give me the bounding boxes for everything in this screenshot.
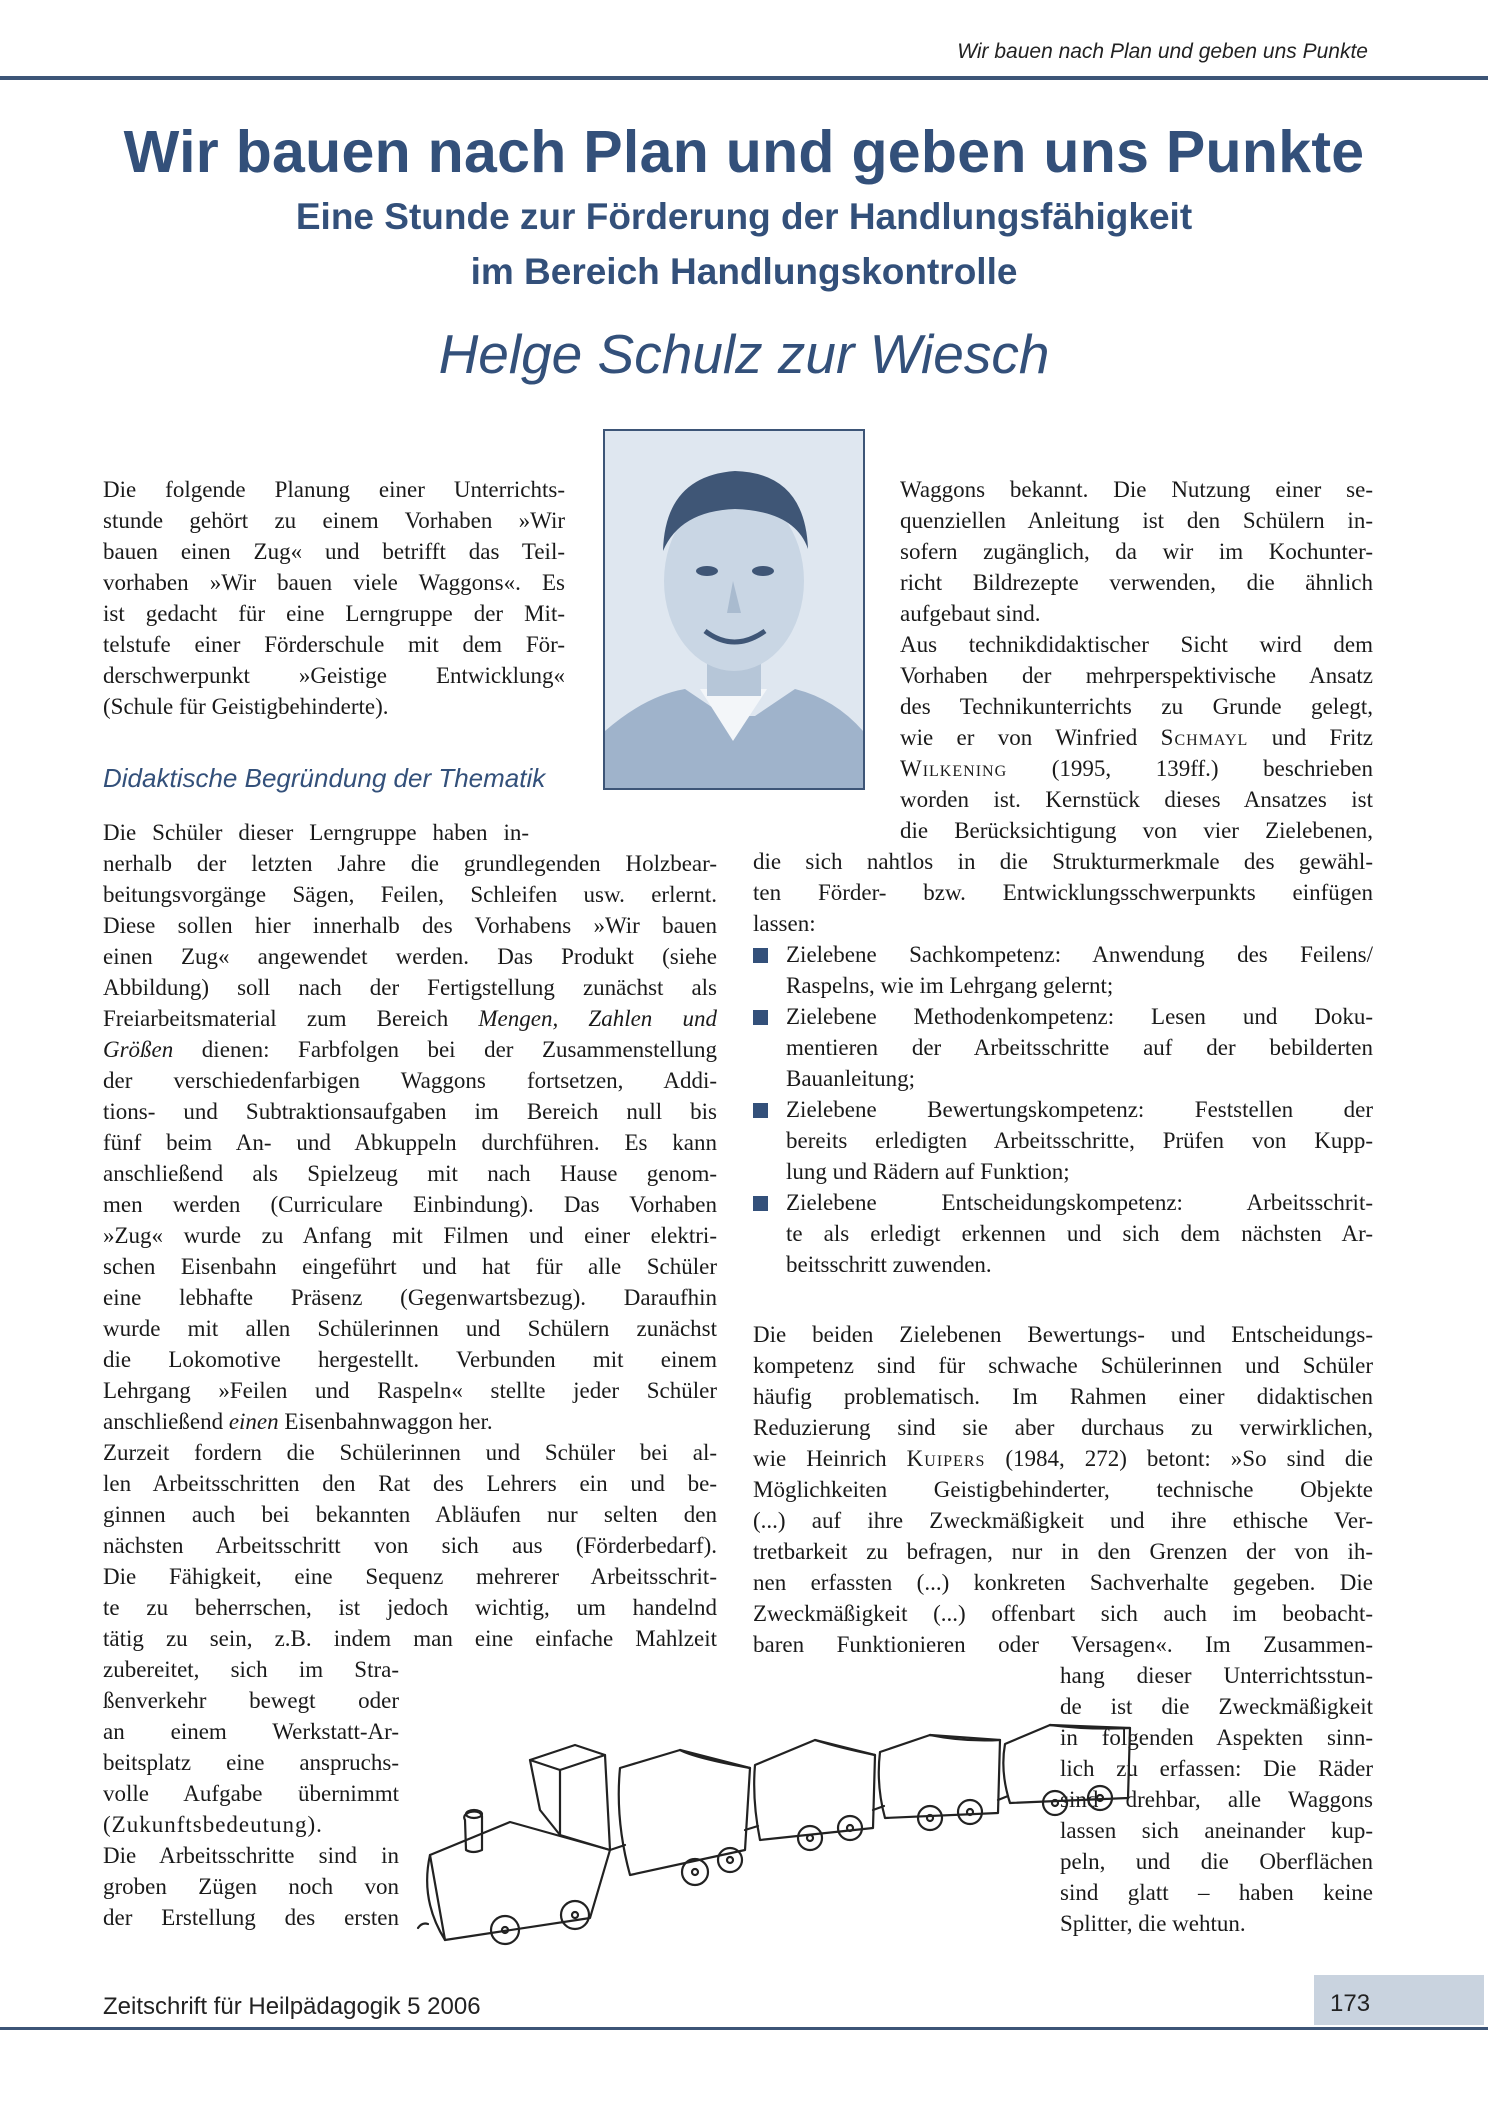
text-line: sind glatt – haben keine <box>1060 1880 1373 1905</box>
text-line: Zurzeit fordern die Schülerinnen und Schüler bei al- <box>103 1440 717 1465</box>
competence-list <box>753 939 1373 1280</box>
journal-footer: Zeitschrift für Heilpädagogik 5 2006 <box>103 1993 481 2020</box>
list-item <box>753 939 1373 1001</box>
text-line: ßenverkehr bewegt oder <box>103 1688 399 1713</box>
text-line: beitungsvorgänge Sägen, Feilen, Schleifen usw. erlernt. <box>103 882 717 907</box>
text-line: richt Bildrezepte verwenden, die ähnlich <box>900 570 1373 595</box>
page-number: 173 <box>1330 1990 1371 2017</box>
text-line: men werden (Curriculare Einbindung). Das Vorhaben <box>103 1192 717 1217</box>
text-line: schen Eisenbahn eingeführt und hat für alle Schüler <box>103 1254 717 1279</box>
square-bullet-icon <box>753 1103 768 1118</box>
footer-rule <box>0 2027 1488 2030</box>
text-line: Lehrgang »Feilen und Raspeln« stellte jeder Schüler <box>103 1378 717 1403</box>
right-column-text-intro <box>753 846 1373 939</box>
section-heading: Didaktische Begründung der Thematik <box>103 763 546 793</box>
text-line: nen erfassten (...) konkreten Sachverhalte gegeben. Die <box>753 1570 1373 1595</box>
text-line: Möglichkeiten Geistigbehinderter, technische Objekte <box>753 1477 1373 1502</box>
text-line: wie er von Winfried Schmayl und Fritz <box>900 725 1373 750</box>
text-line: der Erstellung des ersten <box>103 1905 399 1930</box>
text-line: Die beiden Zielebenen Bewertungs- und Entscheidungs- <box>753 1322 1373 1347</box>
square-bullet-icon <box>753 1196 768 1211</box>
text-line: Wilkening (1995, 139ff.) beschrieben <box>900 756 1373 781</box>
text-line: fünf beim An- und Abkuppeln durchführen. Es kann <box>103 1130 717 1155</box>
text-line: einen Zug« angewendet werden. Das Produkt (siehe <box>103 944 717 969</box>
text-line: Zielebene Bewertungskompetenz: Feststellen der <box>786 1097 1373 1122</box>
text-line: die Berücksichtigung von vier Zielebenen, <box>900 818 1373 843</box>
list-item <box>753 1187 1373 1280</box>
text-line: an einem Werkstatt-Ar- <box>103 1719 399 1744</box>
text-line: bauen einen Zug« und betrifft das Teil- <box>103 539 565 564</box>
right-column-text-main <box>753 1319 1373 1660</box>
intro-paragraph <box>103 474 565 722</box>
text-line: lassen sich aneinander kup- <box>1060 1818 1373 1843</box>
text-line: beitsplatz eine anspruchs- <box>103 1750 399 1775</box>
text-line: te als erledigt erkennen und sich dem nächsten Ar- <box>786 1221 1373 1246</box>
text-line: kompetenz sind für schwache Schülerinnen und Schüler <box>753 1353 1373 1378</box>
right-column-text-top <box>900 474 1373 846</box>
text-line: Zielebene Entscheidungskompetenz: Arbeitsschrit- <box>786 1190 1373 1215</box>
text-line: worden ist. Kernstück dieses Ansatzes ist <box>900 787 1373 812</box>
left-column-text <box>103 817 717 1654</box>
text-line: de ist die Zweckmäßigkeit <box>1060 1694 1373 1719</box>
text-line: nächsten Arbeitsschritt von sich aus (Förderbedarf). <box>103 1533 717 1558</box>
text-line: wie Heinrich Kuipers (1984, 272) betont: »So sind die <box>753 1446 1373 1471</box>
text-line: Raspelns, wie im Lehrgang gelernt; <box>786 973 1114 998</box>
text-line: baren Funktionieren oder Versagen«. Im Zusammen- <box>753 1632 1373 1657</box>
text-line: Vorhaben der mehrperspektivische Ansatz <box>900 663 1373 688</box>
text-line: lassen: <box>753 911 816 936</box>
text-line: nerhalb der letzten Jahre die grundlegenden Holzbear- <box>103 851 717 876</box>
article-title: Wir bauen nach Plan und geben uns Punkte <box>123 119 1365 185</box>
text-line: lich zu erfassen: Die Räder <box>1060 1756 1373 1781</box>
text-line: tretbarkeit zu befragen, nur in den Grenzen der von ih- <box>753 1539 1373 1564</box>
text-line: beitsschritt zuwenden. <box>786 1252 992 1277</box>
text-line: hang dieser Unterrichtsstun- <box>1060 1663 1373 1688</box>
text-line: eine lebhafte Präsenz (Gegenwartsbezug). Daraufhin <box>103 1285 717 1310</box>
text-line: quenziellen Anleitung ist den Schülern in- <box>900 508 1373 533</box>
text-line: Die Arbeitsschritte sind in <box>103 1843 399 1868</box>
text-line: vorhaben »Wir bauen viele Waggons«. Es <box>103 570 565 595</box>
list-item <box>753 1094 1373 1187</box>
text-line: ginnen auch bei bekannten Abläufen nur selten den <box>103 1502 717 1527</box>
text-line: Freiarbeitsmaterial zum Bereich Mengen, Zahlen und <box>103 1006 717 1031</box>
text-line: der verschiedenfarbigen Waggons fortsetzen, Addi- <box>103 1068 717 1093</box>
text-line: bereits erledigten Arbeitsschritte, Prüfen von Kupp- <box>786 1128 1373 1153</box>
text-line: häufig problematisch. Im Rahmen einer didaktischen <box>753 1384 1373 1409</box>
text-line: ist gedacht für eine Lerngruppe der Mit- <box>103 601 565 626</box>
square-bullet-icon <box>753 948 768 963</box>
text-line: sind drehbar, alle Waggons <box>1060 1787 1373 1812</box>
text-line: Zweckmäßigkeit (...) offenbart sich auch im beobacht- <box>753 1601 1373 1626</box>
left-column-text-narrow <box>103 1654 399 1933</box>
text-line: zubereitet, sich im Stra- <box>103 1657 399 1682</box>
text-line: in folgenden Aspekten sinn- <box>1060 1725 1373 1750</box>
text-line: ten Förder- bzw. Entwicklungsschwerpunkts einfügen <box>753 880 1373 905</box>
text-line: wurde mit allen Schülerinnen und Schülern zunächst <box>103 1316 717 1341</box>
text-line: Waggons bekannt. Die Nutzung einer se- <box>900 477 1373 502</box>
article-subtitle-line-1: Eine Stunde zur Förderung der Handlungsfähigkeit <box>295 196 1193 237</box>
article-subtitle-line-2: im Bereich Handlungskontrolle <box>470 251 1018 292</box>
text-line: die Lokomotive hergestellt. Verbunden mit einem <box>103 1347 717 1372</box>
text-line: Bauanleitung; <box>786 1066 916 1091</box>
text-line: des Technikunterrichts zu Grunde gelegt, <box>900 694 1373 719</box>
text-line: (Zukunftsbedeutung). <box>103 1812 323 1837</box>
text-line: Zielebene Methodenkompetenz: Lesen und Doku- <box>786 1004 1373 1029</box>
text-line: die sich nahtlos in die Strukturmerkmale des gewähl- <box>753 849 1373 874</box>
author-photo <box>603 429 865 790</box>
text-line: Splitter, die wehtun. <box>1060 1911 1246 1936</box>
text-line: Reduzierung sind sie aber durchaus zu verwirklichen, <box>753 1415 1373 1440</box>
header-rule <box>0 76 1488 80</box>
text-line: lung und Rädern auf Funktion; <box>786 1159 1070 1184</box>
running-head: Wir bauen nach Plan und geben uns Punkte <box>957 40 1368 63</box>
text-line: len Arbeitsschritten den Rat des Lehrers ein und be- <box>103 1471 717 1496</box>
text-line: aufgebaut sind. <box>900 601 1041 626</box>
text-line: te zu beherrschen, ist jedoch wichtig, um handelnd <box>103 1595 717 1620</box>
text-line: sofern zugänglich, da wir im Kochunter- <box>900 539 1373 564</box>
list-item <box>753 1001 1373 1094</box>
text-line: Die Schüler dieser Lerngruppe haben in- <box>103 820 529 845</box>
text-line: (Schule für Geistigbehinderte). <box>103 694 389 719</box>
text-line: Die Fähigkeit, eine Sequenz mehrerer Arbeitsschrit- <box>103 1564 717 1589</box>
text-line: mentieren der Arbeitsschritte auf der bebilderten <box>786 1035 1373 1060</box>
text-line: Zielebene Sachkompetenz: Anwendung des Feilens/ <box>786 942 1373 967</box>
text-line: Diese sollen hier innerhalb des Vorhabens »Wir bauen <box>103 913 717 938</box>
text-line: peln, und die Oberflächen <box>1060 1849 1373 1874</box>
author-name: Helge Schulz zur Wiesch <box>438 323 1050 385</box>
text-line: telstufe einer Förderschule mit dem För- <box>103 632 565 657</box>
wooden-train-illustration <box>410 1700 1350 1990</box>
text-line: Größen dienen: Farbfolgen bei der Zusammenstellung <box>103 1037 717 1062</box>
text-line: Abbildung) soll nach der Fertigstellung zunächst als <box>103 975 717 1000</box>
text-line: anschließend als Spielzeug mit nach Hause genom- <box>103 1161 717 1186</box>
text-line: Aus technikdidaktischer Sicht wird dem <box>900 632 1373 657</box>
text-line: Die folgende Planung einer Unterrichts- <box>103 477 565 502</box>
text-line: stunde gehört zu einem Vorhaben »Wir <box>103 508 565 533</box>
text-line: tätig zu sein, z.B. indem man eine einfache Mahlzeit <box>103 1626 717 1651</box>
text-line: volle Aufgabe übernimmt <box>103 1781 399 1806</box>
text-line: groben Zügen noch von <box>103 1874 399 1899</box>
text-line: tions- und Subtraktionsaufgaben im Bereich null bis <box>103 1099 717 1124</box>
text-line: (...) auf ihre Zweckmäßigkeit und ihre ethische Ver- <box>753 1508 1373 1533</box>
text-line: »Zug« wurde zu Anfang mit Filmen und einer elektri- <box>103 1223 717 1248</box>
text-line: derschwerpunkt »Geistige Entwicklung« <box>103 663 565 688</box>
square-bullet-icon <box>753 1010 768 1025</box>
text-line: anschließend einen Eisenbahnwaggon her. <box>103 1409 493 1434</box>
